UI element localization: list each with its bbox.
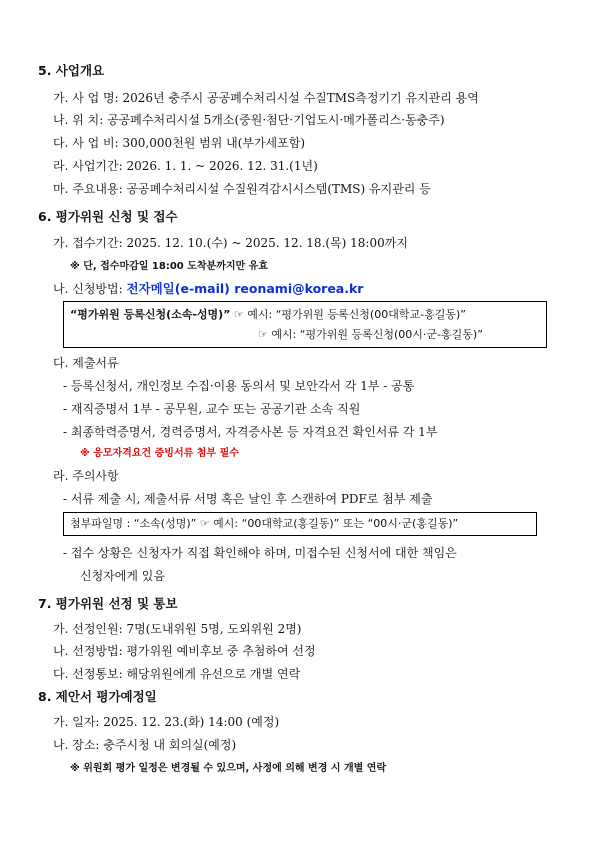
s6-item-b [53,281,363,297]
s5-item-e: 마. 주요내용: 공공폐수처리시설 수질원격감시시스템(TMS) 유지관리 등 [53,182,431,196]
s6-item-d: 라. 주의사항 [53,469,119,483]
s6-doc-1: - 등록신청서, 개인정보 수집·이용 동의서 및 보안각서 각 1부 - 공통 [63,379,415,393]
s6-item-c: 다. 제출서류 [53,356,119,370]
s5-item-d: 라. 사업기간: 2026. 1. 1. ~ 2026. 12. 31.(1년) [53,159,318,173]
s6-required-note: ※ 응모자격요건 증빙서류 첨부 필수 [80,448,239,459]
box1-example2: ☞ 예시: “평가위원 등록신청(00시·군-홍길동)” [258,328,483,341]
s6-deadline-note: ※ 단, 접수마감일 18:00 도착분까지만 유효 [70,261,268,272]
s5-item-a: 가. 사 업 명: 2026년 충주시 공공폐수처리시설 수질TMS측정기기 유지관리 용역 [53,91,479,105]
section-5-title: 5. 사업개요 [38,63,105,78]
s6-doc-2: - 재직증명서 1부 - 공무원, 교수 또는 공공기관 소속 직원 [63,402,361,416]
s6-item-a: 가. 접수기간: 2025. 12. 10.(수) ~ 2025. 12. 18.(목) 18:00까지 [53,236,408,250]
box1-format: “평가위원 등록신청(소속-성명)” [70,308,231,321]
s6-email-method: 전자메일(e-mail) reonami@korea.kr [126,281,364,296]
box1-line1 [70,307,466,322]
box1-example1: ☞ 예시: “평가위원 등록신청(00대학교-홍길동)” [230,308,466,321]
s6-caution-2b: 신청자에게 있음 [80,569,165,583]
section-7-title: 7. 평가위원 선정 및 통보 [38,596,178,611]
s6-caution-1: - 서류 제출 시, 제출서류 서명 혹은 날인 후 스캔하여 PDF로 첨부 제출 [63,492,433,506]
s7-item-c: 다. 선정통보: 해당위원에게 유선으로 개별 연락 [53,667,301,681]
section-6-title: 6. 평가위원 신청 및 접수 [38,209,178,224]
s5-item-b: 나. 위 치: 공공폐수처리시설 5개소(중원·첨단·기업도시·메가폴리스·동충주) [53,113,445,127]
s5-item-c: 다. 사 업 비: 300,000천원 범위 내(부가세포함) [53,136,306,150]
s6-item-b-label: 나. 신청방법: [53,282,127,296]
s7-item-b: 나. 선정방법: 평가위원 예비후보 중 추첨하여 선정 [53,644,316,658]
filename-rule: 첨부파일명 : “소속(성명)” ☞ 예시: “00대학교(홍길동)” 또는 “00시·군(홍길동)” [70,517,459,530]
s8-schedule-note: ※ 위원회 평가 일정은 변경될 수 있으며, 사정에 의해 변경 시 개별 연락 [70,763,387,774]
s6-doc-3: - 최종학력증명서, 경력증명서, 자격증사본 등 자격요건 확인서류 각 1부 [63,425,438,439]
s8-item-a: 가. 일자: 2025. 12. 23.(화) 14:00 (예정) [53,715,280,729]
section-8-title: 8. 제안서 평가예정일 [38,689,157,704]
s7-item-a: 가. 선정인원: 7명(도내위원 5명, 도외위원 2명) [53,622,302,636]
s8-item-b: 나. 장소: 충주시청 내 회의실(예정) [53,738,237,752]
s6-caution-2a: - 접수 상황은 신청자가 직접 확인해야 하며, 미접수된 신청서에 대한 책임은 [63,546,457,560]
